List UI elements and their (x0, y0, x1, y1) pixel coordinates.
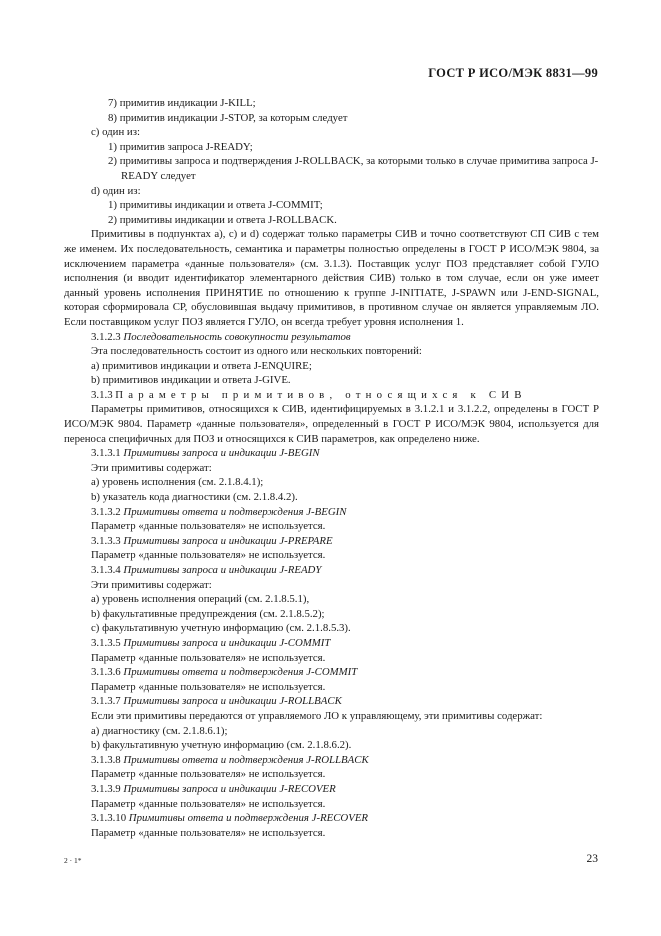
section-number: 3.1.3.6 (91, 666, 121, 679)
section-number: 3.1.3.3 (91, 534, 121, 547)
paragraph: Эти примитивы содержат: (91, 578, 212, 591)
section-title: Примитивы запроса и индикации J-READY (123, 564, 322, 576)
section-number: 3.1.3.2 (91, 505, 121, 518)
section-number: 3.1.3.8 (91, 753, 121, 766)
section-title: Примитивы ответа и подтверждения J-BEGIN (123, 505, 347, 518)
list-item: c) факультативную учетную информацию (см. 2.1.8.5.3). (91, 622, 351, 635)
section-title: Примитивы ответа и подтверждения J-ROLLBACK (123, 753, 369, 766)
page-header-title: ГОСТ Р ИСО/МЭК 8831—99 (428, 66, 598, 80)
paragraph: Параметр «данные пользователя» не используется. (91, 797, 326, 810)
section-heading (64, 388, 599, 403)
paragraph: Параметр «данные пользователя» не используется. (91, 520, 326, 533)
list-item: b) примитивов индикации и ответа J-GIVE. (91, 374, 291, 387)
list-item: a) уровень исполнения операций (см. 2.1.8.5.1), (91, 593, 310, 606)
section-heading (64, 694, 599, 709)
list-item: b) факультативную учетную информацию (см. 2.1.8.6.2). (91, 739, 352, 752)
section-heading (64, 811, 599, 826)
printer-signature: 2 · 1* (64, 856, 82, 865)
section-heading (64, 330, 599, 345)
paragraph: Эта последовательность состоит из одного или нескольких повторений: (91, 345, 422, 358)
section-title: Параметры примитивов, относящихся к СИВ (115, 388, 527, 401)
section-number: 3.1.3.7 (91, 695, 121, 708)
section-title: Примитивы запроса и индикации J-RECOVER (123, 782, 336, 795)
section-number: 3.1.3.4 (91, 564, 121, 576)
list-item: a) диагностику (см. 2.1.8.6.1); (91, 724, 228, 737)
list-item: 1) примитивы индикации и ответа J-COMMIT; (108, 199, 323, 212)
section-title: Примитивы запроса и индикации J-COMMIT (123, 636, 331, 649)
section-number: 3.1.3.10 (91, 812, 127, 825)
paragraph: Параметр «данные пользователя» не используется. (91, 549, 326, 562)
section-number: 3.1.3 (91, 388, 113, 401)
section-heading (64, 665, 599, 680)
list-item: 2) примитивы индикации и ответа J-ROLLBACK. (108, 213, 337, 226)
paragraph: Если эти примитивы передаются от управляемого ЛО к управляющему, эти примитивы содержат: (91, 709, 543, 722)
section-heading (64, 782, 599, 797)
page-number: 23 (586, 853, 598, 865)
list-item: 7) примитив индикации J-KILL; (108, 97, 256, 109)
list-item: a) примитивов индикации и ответа J-ENQUIRE; (91, 359, 312, 372)
section-number: 3.1.3.1 (91, 447, 121, 460)
paragraph: Параметры примитивов, относящихся к СИВ, идентифицируемых в 3.1.2.1 и 3.1.2.2, определены в ГОСТ Р ИСО/МЭК 9804. Параметр «данные пользователя», определенный в ГОСТ Р ИСО/МЭК 9804, используется для переноса специфичных для ПОЗ и относящихся к СИВ параметров, как определено ниже. (64, 403, 599, 445)
section-heading (64, 534, 599, 549)
paragraph: Параметр «данные пользователя» не используется. (91, 651, 326, 664)
list-item: 8) примитив индикации J-STOP, за которым следует (108, 111, 348, 124)
document-body (64, 96, 599, 840)
section-title: Примитивы запроса и индикации J-PREPARE (123, 534, 333, 547)
section-title: Примитивы запроса и индикации J-ROLLBACK (123, 695, 342, 708)
section-number: 3.1.2.3 (91, 330, 121, 343)
section-title: Примитивы ответа и подтверждения J-RECOVER (128, 812, 369, 825)
list-item: a) уровень исполнения (см. 2.1.8.4.1); (91, 476, 264, 489)
section-title: Примитивы запроса и индикации J-BEGIN (123, 447, 320, 460)
section-title: Примитивы ответа и подтверждения J-COMMIT (123, 666, 358, 679)
paragraph: Параметр «данные пользователя» не используется. (91, 680, 326, 693)
section-number: 3.1.3.5 (91, 636, 121, 649)
section-heading (64, 505, 599, 520)
list-item: 1) примитив запроса J-READY; (108, 140, 253, 153)
list-item: d) один из: (91, 184, 141, 197)
section-number: 3.1.3.9 (91, 782, 121, 795)
list-item: b) факультативные предупреждения (см. 2.1.8.5.2); (91, 607, 325, 620)
section-heading (64, 753, 599, 768)
paragraph: Эти примитивы содержат: (91, 461, 212, 474)
section-heading (64, 446, 599, 461)
list-item: c) один из: (91, 126, 140, 139)
section-heading (64, 636, 599, 651)
list-item: b) указатель кода диагностики (см. 2.1.8.4.2). (91, 491, 298, 504)
paragraph: Параметр «данные пользователя» не используется. (91, 768, 326, 781)
section-heading (64, 563, 599, 578)
paragraph: Примитивы в подпунктах а), с) и d) содержат только параметры СИВ и точно соответствуют СП СИВ с тем же именем. Их последовательность, семантика и параметры полностью определены в ГОСТ Р ИСО/МЭК 9804, за исключением параметра «данные пользователя» (см. 3.1.3). Поставщик услуг ПОЗ представляет собой ГУЛО исполнения (и вводит идентификатор элементарного действия СИВ) только в том случае, если он уже имеет данный уровень исполнения ПРИНЯТИЕ по отношению к группе J-INITIATE, J-SPAWN или J-END-SIGNAL, которая сформировала СР, обусловившая выдачу примитивов, в противном случае он является управляемым ЛО. Если поставщиком услуг ПОЗ является ГУЛО, он всегда требует уровня исполнения 1. (64, 228, 599, 328)
paragraph: Параметр «данные пользователя» не используется. (91, 826, 326, 839)
section-title: Последовательность совокупности результатов (123, 330, 351, 343)
list-item: 2) примитивы запроса и подтверждения J-ROLLBACK, за которыми только в случае примитива запроса J-READY следует (108, 155, 599, 182)
